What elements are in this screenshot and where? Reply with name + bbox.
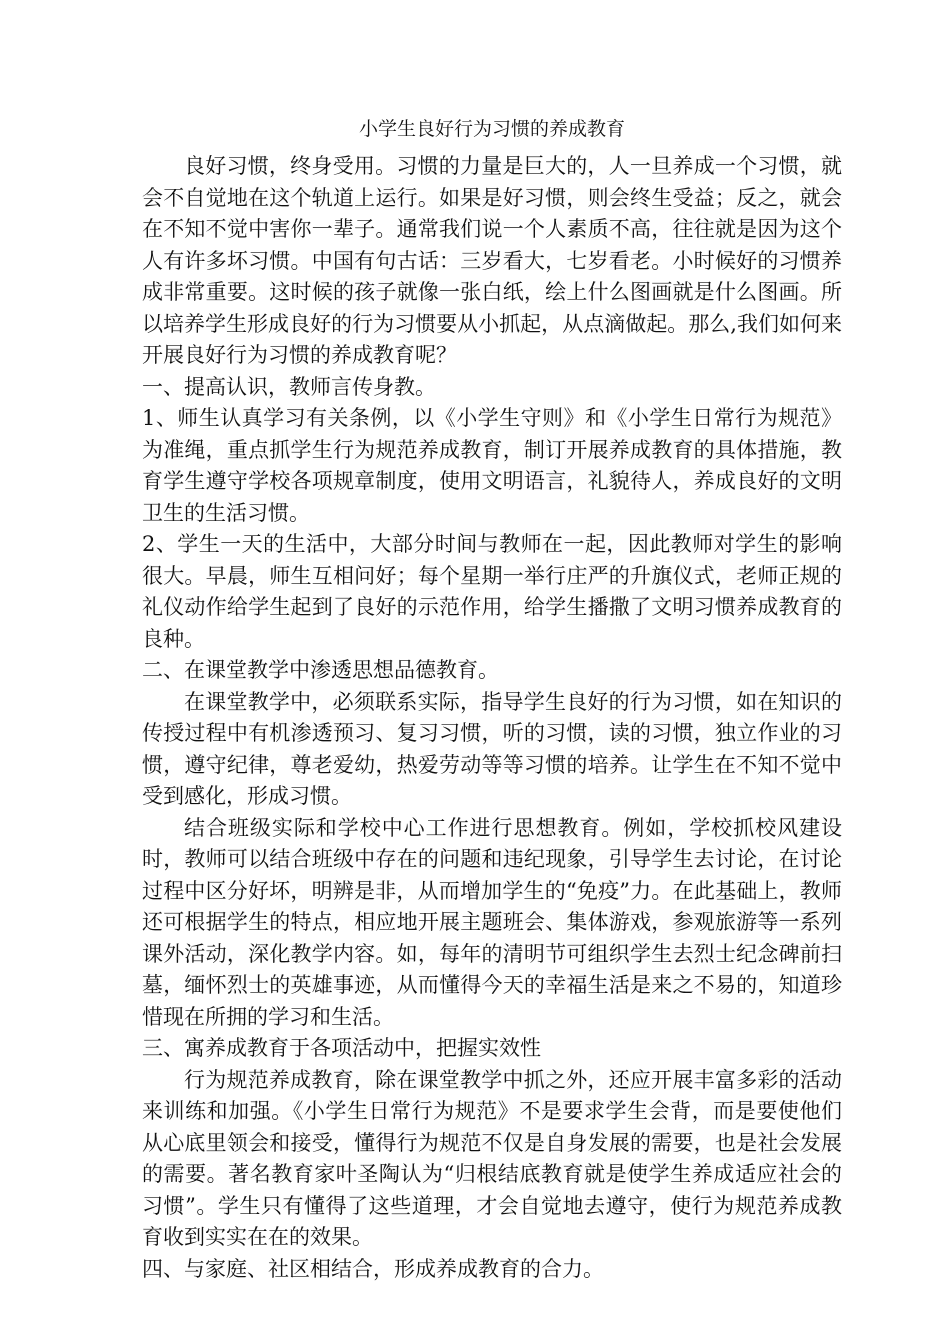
document-title: 小学生良好行为习惯的养成教育 <box>358 118 625 140</box>
list-item-2: 2、学生一天的生活中，大部分时间与教师在一起，因此教师对学生的影响很大。早晨，师生互相问好；每个星期一举行庄严的升旗仪式，老师正规的礼仪动作给学生起到了良好的示范作用，给学生播撒了文明习惯养成教育的良种。 <box>142 532 842 651</box>
section-heading-4: 四、与家庭、社区相结合，形成养成教育的合力。 <box>142 1256 604 1281</box>
paragraph-activities: 行为规范养成教育，除在课堂教学中抓之外，还应开展丰富多彩的活动来训练和加强。《小学生日常行为规范》不是要求学生会背，而是要使他们从心底里领会和接受，懂得行为规范不仅是自身发展的需要，也是社会发展的需要。著名教育家叶圣陶认为“归根结底教育就是使学生养成适应社会的习惯”。学生只有懂得了这些道理，才会自觉地去遵守，使行为规范养成教育收到实实在在的效果。 <box>142 1067 842 1249</box>
list-item-1: 1、师生认真学习有关条例，以《小学生守则》和《小学生日常行为规范》为准绳，重点抓学生行为规范养成教育，制订开展养成教育的具体措施，教育学生遵守学校各项规章制度，使用文明语言，礼貌待人，养成良好的文明卫生的生活习惯。 <box>142 406 842 525</box>
section-heading-3: 三、寓养成教育于各项活动中，把握实效性 <box>142 1036 541 1060</box>
document-body <box>142 151 842 1285</box>
section-heading-2: 二、在课堂教学中渗透思想品德教育。 <box>142 658 499 682</box>
section-heading-1: 一、提高认识，教师言传身教。 <box>142 374 436 399</box>
document-page <box>142 0 842 1344</box>
paragraph-classroom: 在课堂教学中，必须联系实际，指导学生良好的行为习惯，如在知识的传授过程中有机渗透预习、复习习惯，听的习惯，读的习惯，独立作业的习惯，遵守纪律，尊老爱幼，热爱劳动等等习惯的培养。让学生在不知不觉中受到感化，形成习惯。 <box>142 689 842 808</box>
paragraph-intro: 良好习惯，终身受用。习惯的力量是巨大的，人一旦养成一个习惯，就会不自觉地在这个轨道上运行。如果是好习惯，则会终生受益；反之，就会在不知不觉中害你一辈子。通常我们说一个人素质不高，往往就是因为这个人有许多坏习惯。中国有句古话：三岁看大，七岁看老。小时候好的习惯养成非常重要。这时候的孩子就像一张白纸，绘上什么图画就是什么图画。所以培养学生形成良好的行为习惯要从小抓起，从点滴做起。那么,我们如何来开展良好行为习惯的养成教育呢？ <box>142 154 842 367</box>
paragraph-class-practice: 结合班级实际和学校中心工作进行思想教育。例如，学校抓校风建设时，教师可以结合班级中存在的问题和违纪现象，引导学生去讨论，在讨论过程中区分好坏，明辨是非，从而增加学生的“免疫”力。在此基础上，教师还可根据学生的特点，相应地开展主题班会、集体游戏，参观旅游等一系列课外活动，深化教学内容。如，每年的清明节可组织学生去烈士纪念碑前扫墓，缅怀烈士的英雄事迹，从而懂得今天的幸福生活是来之不易的，知道珍惜现在所拥的学习和生活。 <box>142 815 842 1029</box>
